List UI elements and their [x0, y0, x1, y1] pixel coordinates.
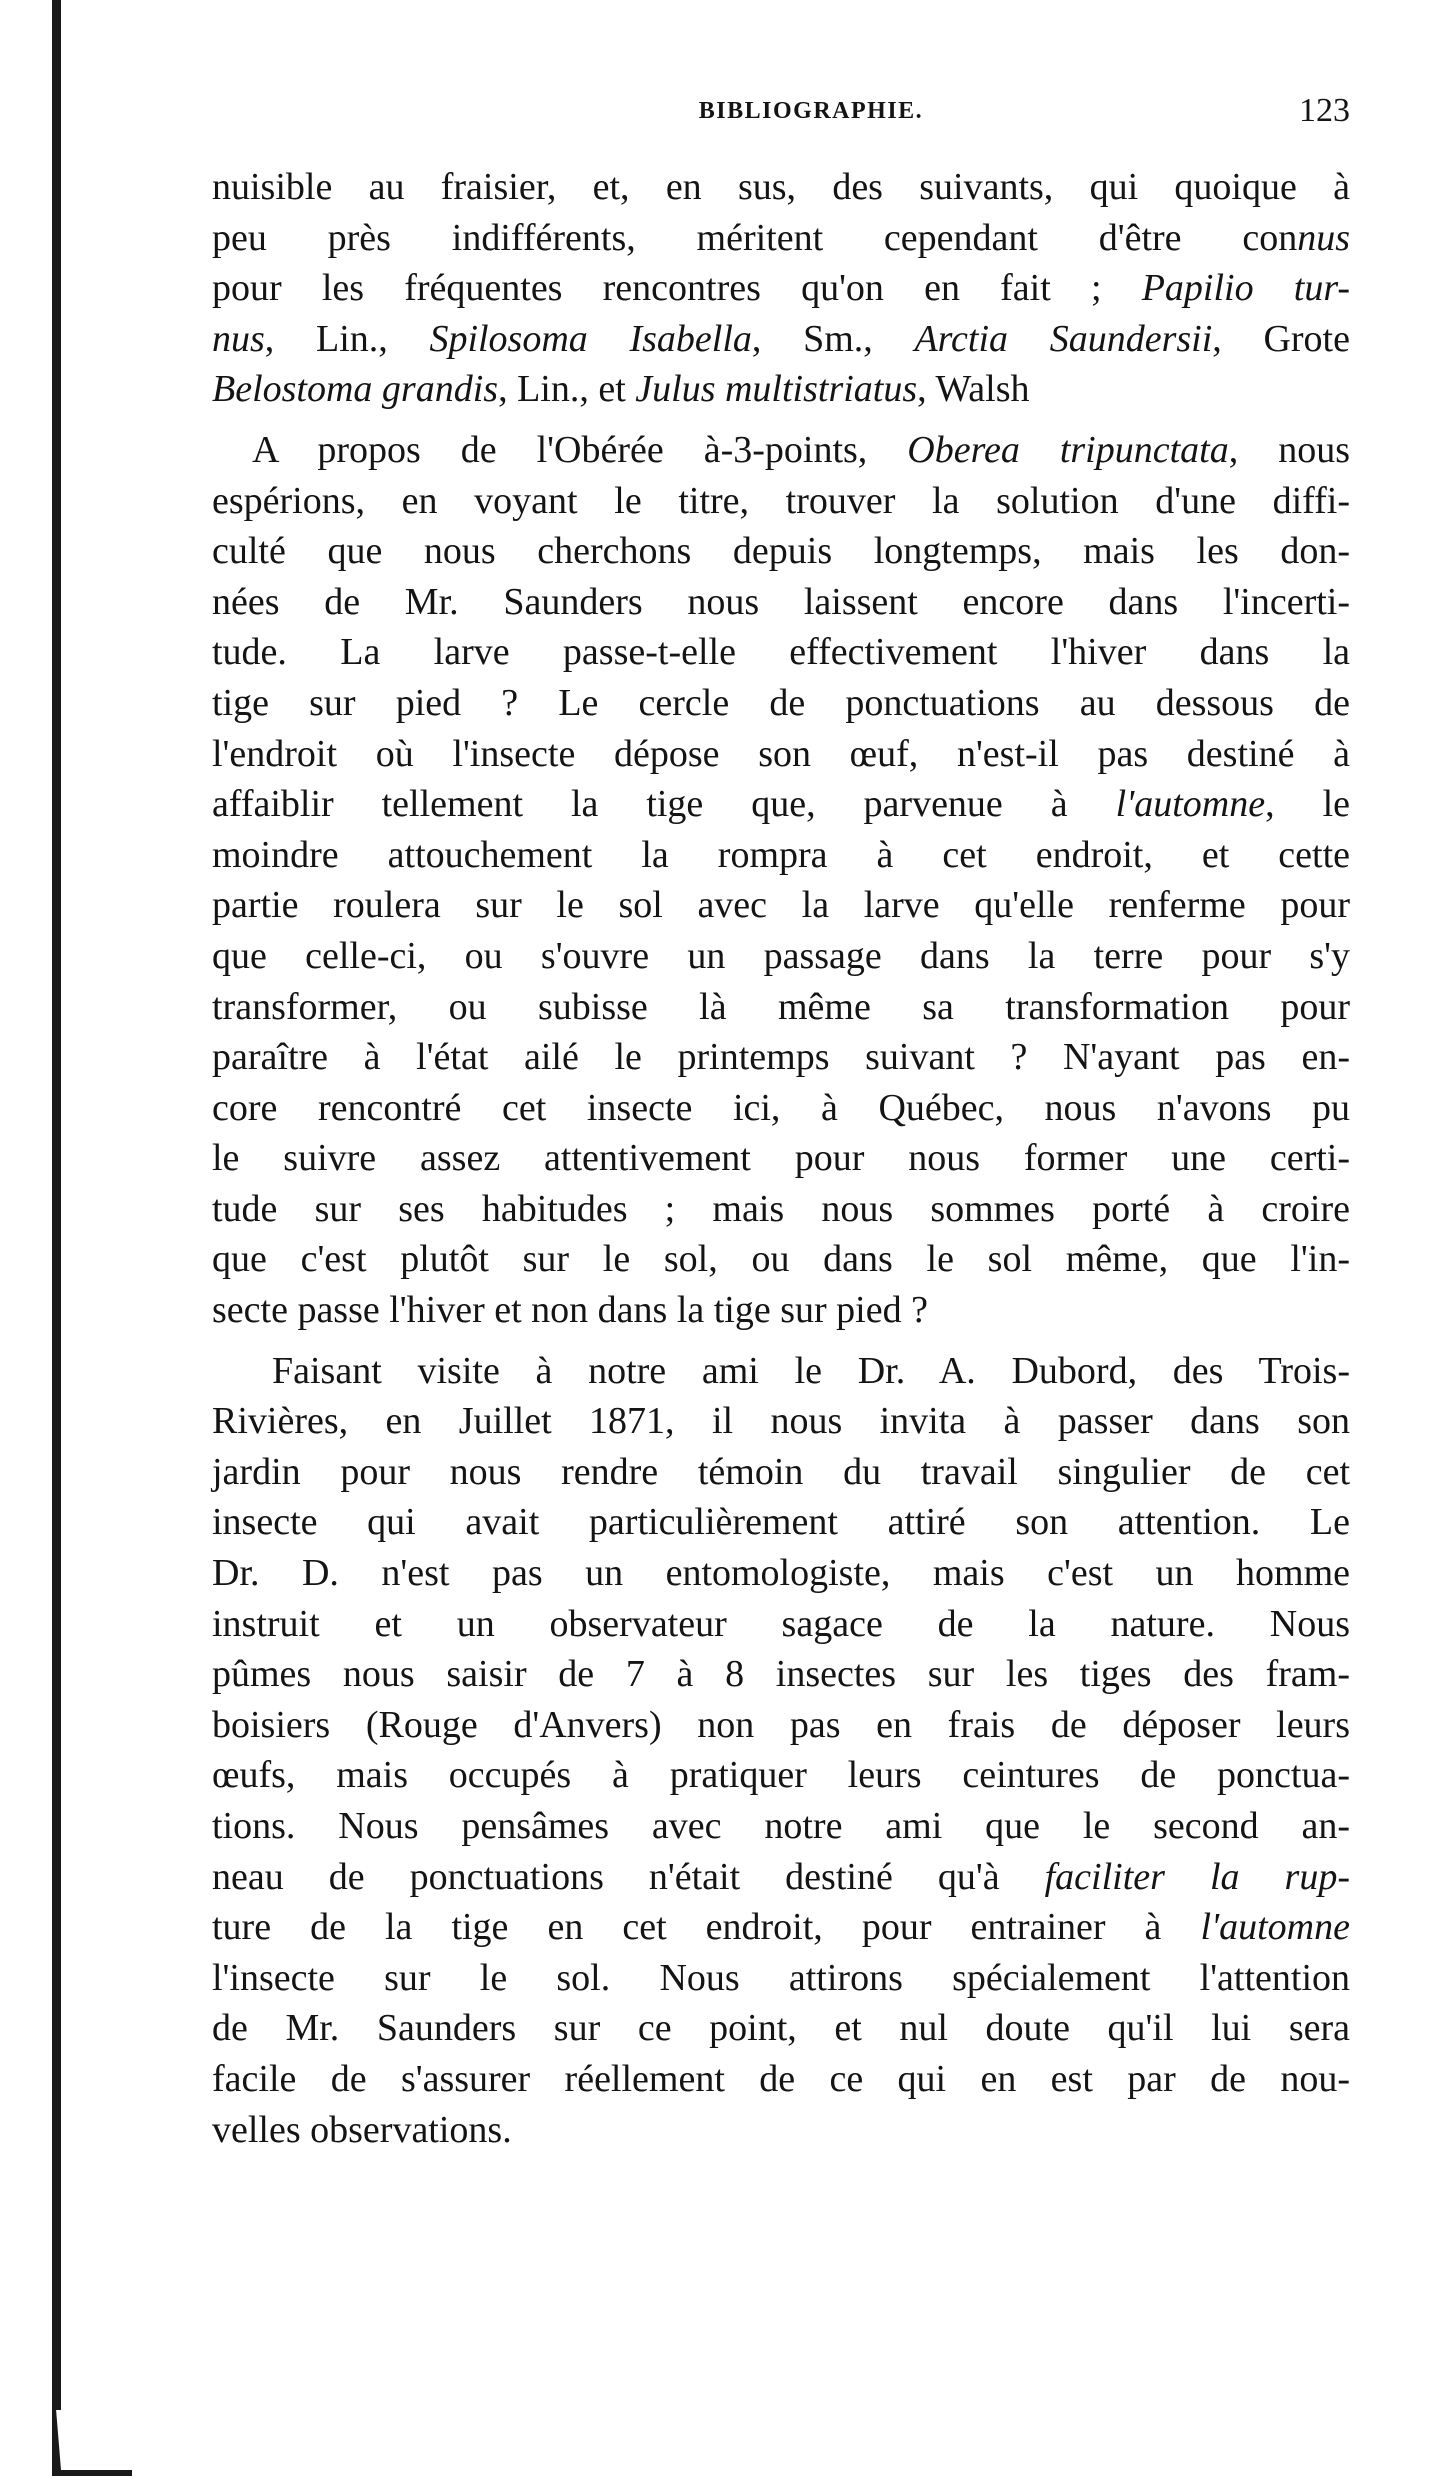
text-line: le suivre assez attentivement pour nous former une certi- [212, 1137, 1350, 1180]
page [212, 92, 1350, 2155]
text-line: velles observations. [212, 2108, 512, 2151]
text-line: que c'est plutôt sur le sol, ou dans le sol même, que l'in- [212, 1238, 1350, 1281]
text-line: que celle-ci, ou s'ouvre un passage dans la terre pour s'y [212, 934, 1350, 977]
text-line: Rivières, en Juillet 1871, il nous invita à passer dans son [212, 1400, 1350, 1443]
text-line: culté que nous cherchons depuis longtemps, mais les don- [212, 530, 1350, 573]
corner-mark [52, 2360, 131, 2470]
text-line: instruit et un observateur sagace de la nature. Nous [212, 1602, 1350, 1645]
text-line: pour les fréquentes rencontres qu'on en fait ; Papilio tur- [212, 267, 1351, 310]
text-line: insecte qui avait particulièrement attiré son attention. Le [212, 1501, 1350, 1544]
text-line: transformer, ou subisse là même sa transformation pour [212, 985, 1350, 1028]
text-line: paraître à l'état ailé le printemps suivant ? N'ayant pas en- [212, 1036, 1350, 1079]
text-line: boisiers (Rouge d'Anvers) non pas en frais de déposer leurs [212, 1703, 1350, 1746]
text-line: tige sur pied ? Le cercle de ponctuations au dessous de [212, 681, 1350, 724]
text-line: nées de Mr. Saunders nous laissent encore dans l'incerti- [212, 580, 1350, 623]
text-line: neau de ponctuations n'était destiné qu'à faciliter la rup- [212, 1855, 1350, 1898]
text-line: partie roulera sur le sol avec la larve qu'elle renferme pour [212, 884, 1350, 927]
binding-edge [52, 0, 61, 2410]
text-line: nus, Lin., Spilosoma Isabella, Sm., Arctia Saundersii, Grote [212, 317, 1350, 360]
text-line: Dr. D. n'est pas un entomologiste, mais c'est un homme [212, 1552, 1350, 1595]
text-line: de Mr. Saunders sur ce point, et nul doute qu'il lui sera [212, 2007, 1350, 2050]
text-line: nuisible au fraisier, et, en sus, des suivants, qui quoique à [212, 166, 1350, 208]
text-line: œufs, mais occupés à pratiquer leurs ceintures de ponctua- [212, 1754, 1350, 1797]
running-title: BIBLIOGRAPHIE. [698, 98, 924, 124]
text-line: moindre attouchement la rompra à cet endroit, et cette [212, 833, 1350, 876]
text-line: l'endroit où l'insecte dépose son œuf, n'est-il pas destiné à [212, 732, 1350, 775]
text-line: Faisant visite à notre ami le Dr. A. Dubord, des Trois- [272, 1349, 1350, 1392]
text-line: tude sur ses habitudes ; mais nous sommes porté à croire [212, 1187, 1350, 1230]
text-line: core rencontré cet insecte ici, à Québec, nous n'avons pu [212, 1086, 1350, 1129]
paragraph-3 [212, 1346, 1350, 2156]
text-line: ture de la tige en cet endroit, pour entrainer à l'automne [212, 1906, 1350, 1949]
page-number: 123 [1299, 92, 1350, 129]
text-line: affaiblir tellement la tige que, parvenue à l'automne, le [212, 783, 1350, 826]
text-line: Belostoma grandis, Lin., et Julus multistriatus, Walsh [212, 368, 1030, 411]
text-line: espérions, en voyant le titre, trouver la solution d'une diffi- [212, 479, 1350, 522]
text-line: tude. La larve passe-t-elle effectivement l'hiver dans la [212, 631, 1350, 674]
text-line: secte passe l'hiver et non dans la tige sur pied ? [212, 1289, 928, 1332]
text-line: facile de s'assurer réellement de ce qui en est par de nou- [212, 2057, 1350, 2100]
paragraph-2 [212, 425, 1350, 1336]
running-head [212, 92, 1350, 142]
text-line: jardin pour nous rendre témoin du travail singulier de cet [212, 1450, 1350, 1493]
text-line: pûmes nous saisir de 7 à 8 insectes sur les tiges des fram- [212, 1653, 1350, 1696]
text-line: tions. Nous pensâmes avec notre ami que le second an- [212, 1805, 1350, 1847]
text-line: peu près indifférents, méritent cependant d'être connus [212, 216, 1350, 259]
paragraph-1 [212, 162, 1350, 415]
text-line: l'insecte sur le sol. Nous attirons spécialement l'attention [212, 1956, 1350, 1999]
text-line: A propos de l'Obérée à-3-points, Oberea tripunctata, nous [252, 428, 1350, 471]
